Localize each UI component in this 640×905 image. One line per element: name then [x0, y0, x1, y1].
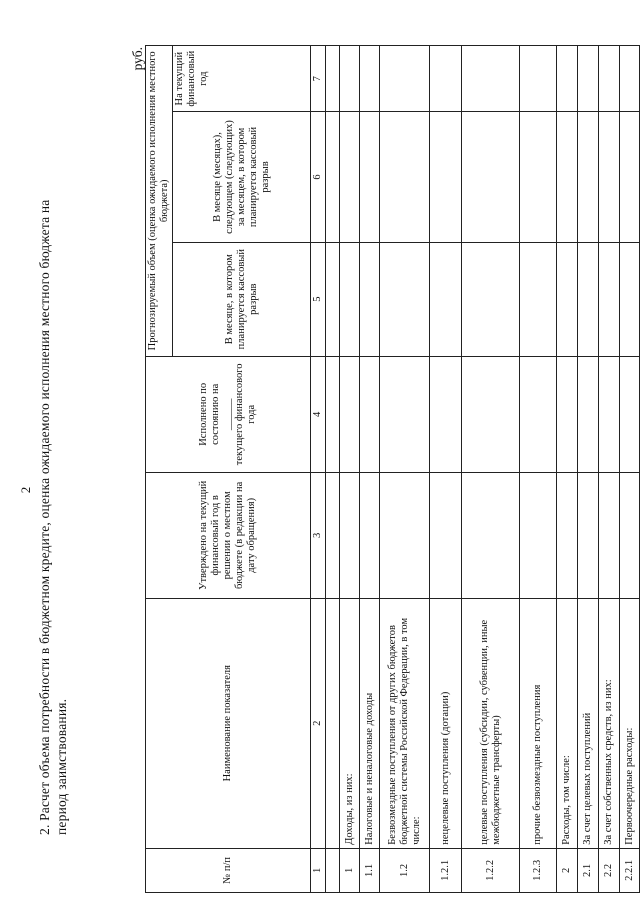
- spacer-row: [326, 46, 340, 893]
- col-number: 2: [311, 598, 326, 848]
- row-number: 2.1: [578, 848, 599, 892]
- row-number: 1.2: [380, 848, 430, 892]
- header-forecast: Прогнозируемый объем (оценка ожидаемого исполнения местного бюджета): [146, 46, 173, 357]
- heading-line-2: период заимствования.: [54, 698, 69, 835]
- table-row: [462, 46, 520, 893]
- row-name: нецелевые поступления (дотации): [430, 598, 462, 848]
- row-number: 2.2.1: [620, 848, 640, 892]
- col-number: 6: [311, 112, 326, 242]
- budget-table: [145, 45, 640, 893]
- col-number: 7: [311, 46, 326, 112]
- header-year: На текущий финансовый год: [173, 46, 311, 112]
- table-row: [620, 46, 640, 893]
- table-row: [578, 46, 599, 893]
- row-number: 2.2: [599, 848, 620, 892]
- table-row: [520, 46, 557, 893]
- col-number: 1: [311, 848, 326, 892]
- table-row: [380, 46, 430, 893]
- table-row: [430, 46, 462, 893]
- col-number: 5: [311, 242, 326, 356]
- table-row: [599, 46, 620, 893]
- header-executed: Исполнено по состоянию на ______ текущего финансового года: [146, 356, 311, 472]
- table-row: [340, 46, 360, 893]
- row-number: 2: [557, 848, 578, 892]
- col-number: 3: [311, 473, 326, 599]
- row-name: За счет целевых поступлений: [578, 598, 599, 848]
- table-row: [557, 46, 578, 893]
- col-number: 4: [311, 356, 326, 472]
- table-row: [360, 46, 380, 893]
- header-approved: Утверждено на текущий финансовый год в решении о местном бюджете (в редакции на дату обращения): [146, 473, 311, 599]
- page-number: 2: [18, 486, 33, 494]
- header-month-gap: В месяце, в котором планируется кассовый разрыв: [173, 242, 311, 356]
- row-name: Налоговые и неналоговые доходы: [360, 598, 380, 848]
- row-number: 1: [340, 848, 360, 892]
- header-executed-suffix: текущего финансового года: [234, 363, 257, 466]
- header-num: № п/п: [146, 848, 311, 892]
- column-number-row: [311, 46, 326, 893]
- row-number: 1.1: [360, 848, 380, 892]
- row-number: 1.2.1: [430, 848, 462, 892]
- section-heading: [36, 65, 70, 835]
- header-name: Наименование показателя: [146, 598, 311, 848]
- header-row-1: [146, 46, 173, 893]
- row-name: Первоочередные расходы:: [620, 598, 640, 848]
- header-next-month: В месяце (месяцах), следующем (следующих) за месяцем, в котором планируется кассовый разрыв: [173, 112, 311, 242]
- row-name: прочие безвозмездные поступления: [520, 598, 557, 848]
- header-executed-prefix: Исполнено по состоянию на: [198, 382, 221, 446]
- row-name: Доходы, из них:: [340, 598, 360, 848]
- row-name: Безвозмездные поступления от других бюджетов бюджетной системы Российской Федерации, в том числе:: [380, 598, 430, 848]
- row-name: целевые поступления (субсидии, субвенции, иные межбюджетные трансферты): [462, 598, 520, 848]
- row-name: Расходы, том числе:: [557, 598, 578, 848]
- currency-unit: руб.: [130, 47, 145, 71]
- row-number: 1.2.3: [520, 848, 557, 892]
- heading-line-1: 2. Расчет объема потребности в бюджетном кредите, оценка ожидаемого исполнения местного бюджета на: [37, 199, 52, 835]
- row-number: 1.2.2: [462, 848, 520, 892]
- row-name: За счет собственных средств, из них:: [599, 598, 620, 848]
